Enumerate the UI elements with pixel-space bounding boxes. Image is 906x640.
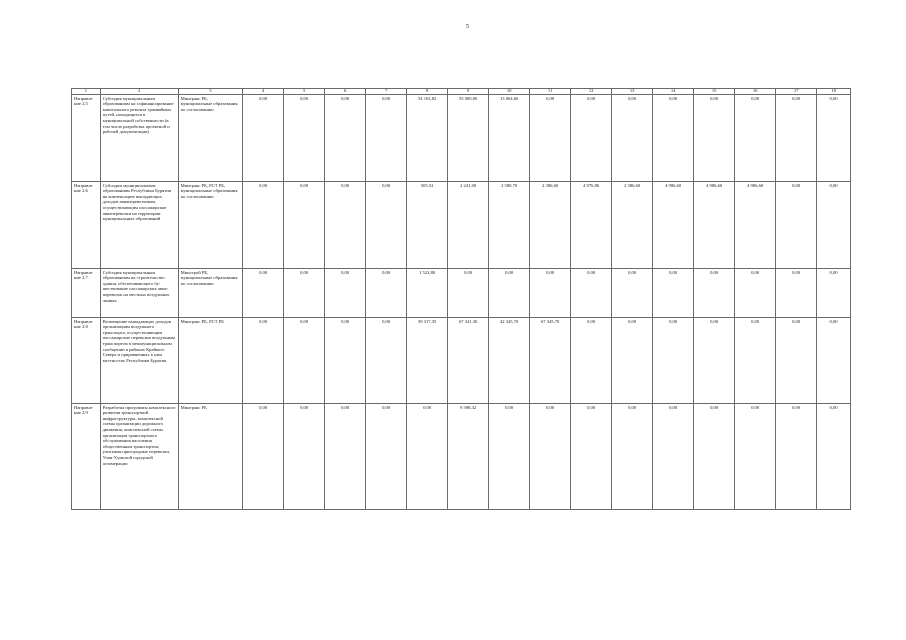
measure-name-cell: Субсидия муниципальным образованиям на софинансирование капитального ремонта трамвайных путей, находящихся в муниципальной собственности (в том числе разработка проектной и рабочей документации) — [100, 94, 178, 181]
value-cell: 0,00 — [612, 403, 653, 509]
measure-name-cell: Субсидия муниципальным образованиям на строительство здания, обеспечивающего бушествование пассажирских авиа-перевозок на местных воздушных линиях — [100, 268, 178, 317]
value-cell: 0,00 — [817, 268, 851, 317]
table-row — [72, 317, 851, 403]
value-cell: 4 986,60 — [653, 181, 694, 268]
column-number: 13 — [612, 89, 653, 95]
table-row — [72, 181, 851, 268]
column-number: 14 — [653, 89, 694, 95]
value-cell: 0,00 — [284, 403, 325, 509]
column-number: 1 — [72, 89, 101, 95]
column-number: 9 — [448, 89, 489, 95]
value-cell: 0,00 — [653, 268, 694, 317]
value-cell: 1 522,80 — [407, 268, 448, 317]
value-cell: 505,52 — [407, 181, 448, 268]
executor-cell: Минтранс РБ, муниципальные образования по согласованию — [178, 94, 243, 181]
page-number: 5 — [466, 24, 469, 30]
value-cell: 0,00 — [612, 317, 653, 403]
column-number: 11 — [530, 89, 571, 95]
value-cell: 0,00 — [325, 181, 366, 268]
column-number: 3 — [178, 89, 243, 95]
value-cell: 0,00 — [448, 268, 489, 317]
value-cell: 42 345,70 — [489, 317, 530, 403]
direction-id-cell: Направле ние 2.9 — [72, 403, 101, 509]
executor-cell: Минстрой РБ, муниципальные образования по согласованию — [178, 268, 243, 317]
value-cell: 0,00 — [817, 181, 851, 268]
value-cell: 0,00 — [284, 317, 325, 403]
value-cell: 0,00 — [571, 94, 612, 181]
value-cell: 0,00 — [694, 317, 735, 403]
value-cell: 0,00 — [243, 317, 284, 403]
value-cell: 0,00 — [366, 94, 407, 181]
measure-name-cell: Разработка программы комплексного развития транспортной инфраструктуры, комплексной схемы организации дорожного движения, комплексной схемы организации транспортного обслуживания населения общественным транспортом, учитывая пригородные перевозки, Улан-Удэнской городской агломерации — [100, 403, 178, 509]
column-number: 17 — [776, 89, 817, 95]
executor-cell: Минтранс РБ, РСТ РБ — [178, 317, 243, 403]
direction-id-cell: Направле ние 2.5 — [72, 94, 101, 181]
value-cell: 0,00 — [571, 317, 612, 403]
value-cell: 39 317,35 — [407, 317, 448, 403]
value-cell: 0,00 — [325, 403, 366, 509]
value-cell: 0,00 — [817, 403, 851, 509]
value-cell: 0,00 — [653, 94, 694, 181]
column-number: 12 — [571, 89, 612, 95]
table-row — [72, 403, 851, 509]
value-cell: 0,00 — [243, 268, 284, 317]
direction-id-cell: Направле ние 2.8 — [72, 317, 101, 403]
value-cell: 67 341,30 — [448, 317, 489, 403]
value-cell: 0,00 — [366, 268, 407, 317]
column-number: 16 — [735, 89, 776, 95]
value-cell: 0,00 — [653, 403, 694, 509]
executor-cell: Минтранс РБ — [178, 403, 243, 509]
value-cell: 0,00 — [325, 268, 366, 317]
value-cell: 0,00 — [776, 403, 817, 509]
value-cell: 67 345,70 — [530, 317, 571, 403]
table-row — [72, 268, 851, 317]
value-cell: 0,00 — [612, 268, 653, 317]
column-number: 5 — [284, 89, 325, 95]
value-cell: 0,00 — [530, 268, 571, 317]
value-cell: 0,00 — [325, 94, 366, 181]
value-cell: 55 000,00 — [448, 94, 489, 181]
value-cell: 2 580,70 — [489, 181, 530, 268]
value-cell: 0,00 — [776, 94, 817, 181]
value-cell: 0,00 — [243, 403, 284, 509]
value-cell: 0,00 — [735, 317, 776, 403]
value-cell: 4 986,60 — [694, 181, 735, 268]
value-cell: 0,00 — [694, 268, 735, 317]
value-cell: 0,00 — [284, 94, 325, 181]
value-cell: 0,00 — [817, 94, 851, 181]
column-number: 7 — [366, 89, 407, 95]
measure-name-cell: Возмещение выпадающих доходов организациям воздушного транспорта, осуществляющим пассажирские перевозки воздушным транспортом в межмуниципальном сообщении в районах Крайнего Севера и приравненных к ним местностях Республики Бурятия — [100, 317, 178, 403]
value-cell: 0,00 — [776, 268, 817, 317]
value-cell: 4 976,86 — [571, 181, 612, 268]
direction-id-cell: Направле ние 2.6 — [72, 181, 101, 268]
value-cell: 0,00 — [735, 403, 776, 509]
measure-name-cell: Субсидии муниципальным образованиям Республики Бурятия на компенсацию выпадающих доходов авиаперевозчикам, осуществляющим пассажирские авиаперевозки на территории муниципальных образований — [100, 181, 178, 268]
value-cell: 0,00 — [776, 181, 817, 268]
column-number: 10 — [489, 89, 530, 95]
value-cell: 54 102,82 — [407, 94, 448, 181]
value-cell: 0,00 — [407, 403, 448, 509]
value-cell: 2 386,60 — [612, 181, 653, 268]
column-number: 2 — [100, 89, 178, 95]
value-cell: 0,00 — [776, 317, 817, 403]
value-cell: 0,00 — [694, 94, 735, 181]
value-cell: 0,00 — [366, 403, 407, 509]
value-cell: 0,00 — [530, 94, 571, 181]
value-cell: 0,00 — [530, 403, 571, 509]
value-cell: 2 241,00 — [448, 181, 489, 268]
value-cell: 0,00 — [366, 181, 407, 268]
column-number: 8 — [407, 89, 448, 95]
value-cell: 0,00 — [735, 94, 776, 181]
value-cell: 0,00 — [571, 268, 612, 317]
table-row — [72, 94, 851, 181]
value-cell: 0,00 — [243, 94, 284, 181]
value-cell: 0,00 — [694, 403, 735, 509]
column-number: 18 — [817, 89, 851, 95]
value-cell: 0,00 — [284, 181, 325, 268]
value-cell: 0,00 — [284, 268, 325, 317]
value-cell: 0,00 — [325, 317, 366, 403]
column-number: 4 — [243, 89, 284, 95]
value-cell: 0,00 — [489, 268, 530, 317]
value-cell: 0,00 — [653, 317, 694, 403]
value-cell: 0,00 — [612, 94, 653, 181]
value-cell: 0,00 — [817, 317, 851, 403]
value-cell: 0,00 — [366, 317, 407, 403]
column-number: 15 — [694, 89, 735, 95]
value-cell: 9 398,32 — [448, 403, 489, 509]
value-cell: 0,00 — [489, 403, 530, 509]
program-table — [71, 88, 851, 510]
column-number: 6 — [325, 89, 366, 95]
executor-cell: Минтранс РБ, РСТ РБ, муниципальные образования по согласованию — [178, 181, 243, 268]
value-cell: 0,00 — [243, 181, 284, 268]
value-cell: 13 064,60 — [489, 94, 530, 181]
value-cell: 4 986,60 — [735, 181, 776, 268]
value-cell: 0,00 — [735, 268, 776, 317]
value-cell: 2 386,60 — [530, 181, 571, 268]
value-cell: 0,00 — [571, 403, 612, 509]
direction-id-cell: Направле ние 2.7 — [72, 268, 101, 317]
